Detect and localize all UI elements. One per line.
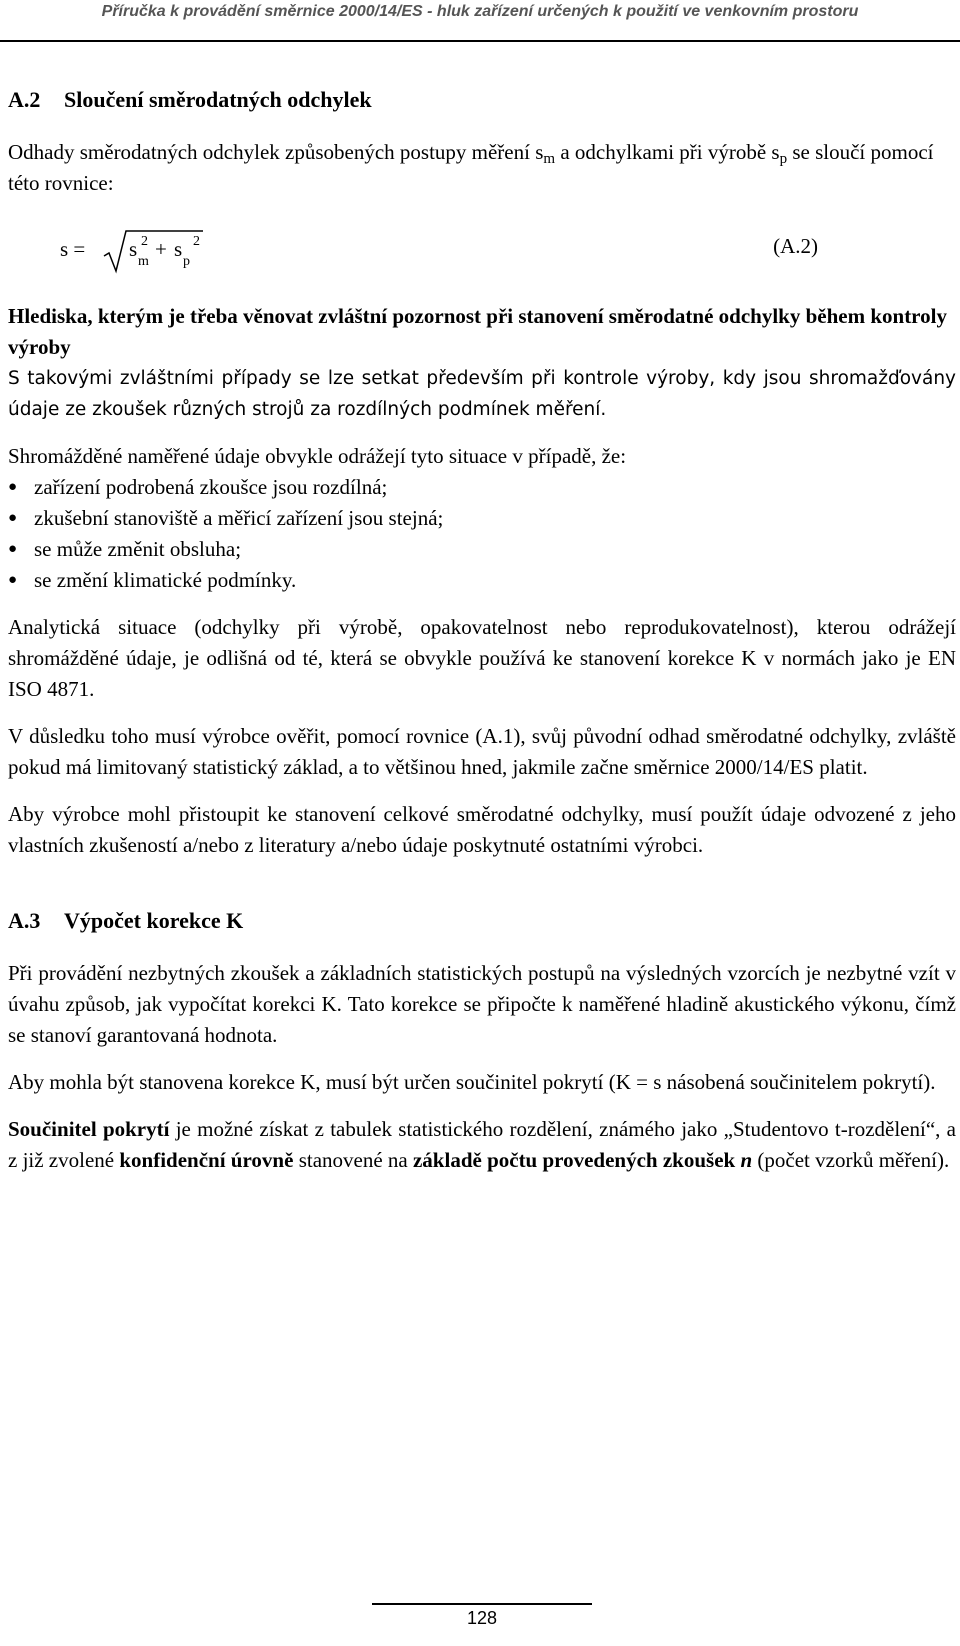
term2-sub: p — [183, 254, 190, 269]
running-header — [0, 0, 960, 42]
paragraph-special-cases: S takovými zvláštními případy se lze setkat především při kontrole výroby, kdy jsou shromažďovány údaje ze zkoušek různých strojů za rozdílných podmínek měření. — [8, 368, 956, 420]
list-item: ● se může změnit obsluha; — [8, 534, 956, 565]
list-item: ● zkušební stanoviště a měřicí zařízení jsou stejná; — [8, 503, 956, 534]
page-content — [8, 84, 956, 1176]
term2-sup: 2 — [193, 234, 200, 249]
section-title: Sloučení směrodatných odchylek — [64, 87, 372, 112]
subheading-production: Hlediska, kterým je třeba věnovat zvláštní pozornost při stanovení směrodatné odchylky během kontroly výroby — [8, 304, 947, 359]
term1-sup: 2 — [141, 234, 148, 249]
situation-list — [8, 472, 956, 596]
paragraph-analytic: Analytická situace (odchylky při výrobě, opakovatelnost nebo reprodukovatelnost), kterou odrážejí shromážděné údaje, je odlišná od té, která se obvykle používá ke stanovení korekce K v normách jako je EN ISO 4871. — [8, 615, 956, 701]
section-number: A.3 — [8, 908, 41, 933]
section-number: A.2 — [8, 87, 41, 112]
paragraph-student: Součinitel pokrytí je možné získat z tabulek statistického rozdělení, známého jako „Studentovo t-rozdělení“, a z již zvolené konfidenční úrovně stanovené na základě počtu provedených zkoušek n (počet vzorků měření). — [8, 1117, 956, 1172]
term1-sub: m — [138, 254, 149, 269]
paragraph-correction: Při provádění nezbytných zkoušek a základních statistických postupů na výsledných vzorcích je nezbytné vzít v úvahu způsob, jak vypočítat korekci K. Tato korekce se připočte k naměřené hladině akustického výkonu, čímž se stanoví garantovaná hodnota. — [8, 961, 956, 1047]
list-item: ● se změní klimatické podmínky. — [8, 565, 956, 596]
equation-a2 — [8, 213, 956, 283]
page-number: 128 — [466, 1608, 498, 1628]
equation-number: (A.2) — [773, 234, 818, 258]
formula-lhs: s = — [60, 237, 86, 261]
running-title: Příručka k provádění směrnice 2000/14/ES - hluk zařízení určených k použití ve venkovním prostoru — [101, 3, 859, 20]
section-title: Výpočet korekce K — [64, 908, 244, 933]
term2-base: s — [174, 237, 183, 261]
plus-sign: + — [155, 237, 167, 261]
section-heading-a2 — [8, 84, 956, 115]
paragraph-approach: Aby výrobce mohl přistoupit ke stanovení celkové směrodatné odchylky, musí použít údaje odvozené z jeho vlastních zkušeností a/nebo z literatury a/nebo údaje poskytnuté ostatními výrobci. — [8, 802, 956, 857]
term1-base: s — [129, 237, 138, 261]
sqrt-formula — [8, 213, 268, 283]
intro-paragraph: Odhady směrodatných odchylek způsobených postupy měření $s_m$ a odchylkami při výrobě $s_p$ se sloučí pomocí této rovnice: — [8, 140, 934, 195]
list-item: ● zařízení podrobená zkoušce jsou rozdílná; — [8, 472, 956, 503]
footer-rule — [372, 1603, 592, 1605]
list-intro: Shromážděné naměřené údaje obvykle odrážejí tyto situace v případě, že: — [8, 444, 627, 468]
paragraph-coverage: Aby mohla být stanovena korekce K, musí být určen součinitel pokrytí (K = s násobená součinitelem pokrytí). — [8, 1070, 936, 1094]
section-heading-a3 — [8, 905, 956, 936]
paragraph-consequence: V důsledku toho musí výrobce ověřit, pomocí rovnice (A.1), svůj původní odhad směrodatné odchylky, zvláště pokud má limitovaný statistický základ, a to většinou hned, jakmile začne směrnice 2000/14/ES platit. — [8, 724, 956, 779]
